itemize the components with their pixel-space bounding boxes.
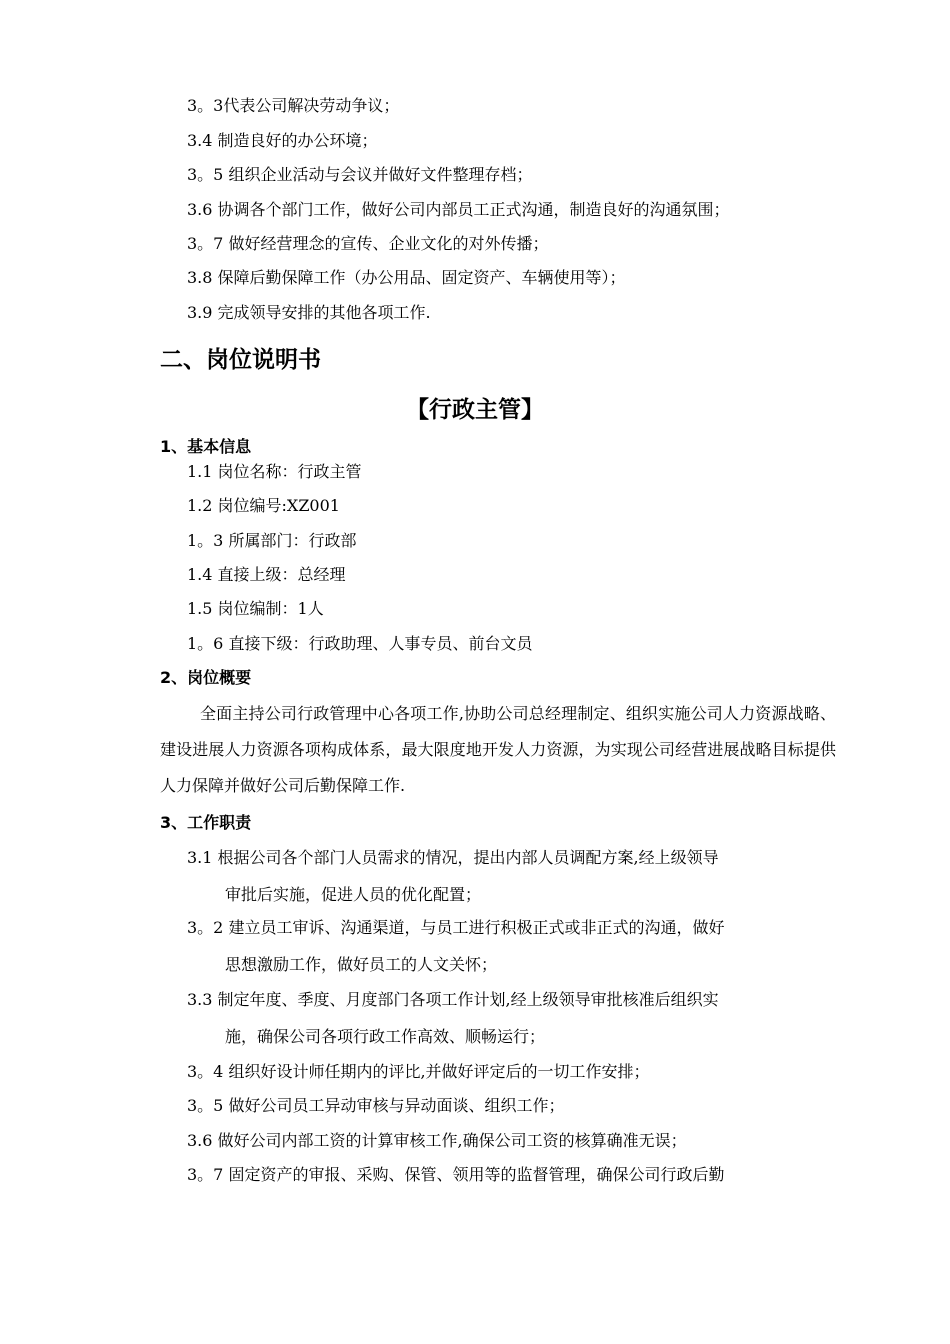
responsibility-item: 3。5 做好公司员工异动审核与异动面谈、组织工作； xyxy=(187,1096,565,1115)
duty-item: 3。3代表公司解决劳动争议； xyxy=(187,96,400,115)
responsibility-item: 3.6 做好公司内部工资的计算审核工作,确保公司工资的核算确准无误； xyxy=(187,1131,687,1150)
responsibility-item: 3。2 建立员工审诉、沟通渠道，与员工进行积极正式或非正式的沟通，做好 xyxy=(187,918,725,937)
duty-item: 3.8 保障后勤保障工作（办公用品、固定资产、车辆使用等）； xyxy=(187,268,626,287)
responsibility-item: 3.1 根据公司各个部门人员需求的情况，提出内部人员调配方案,经上级领导 xyxy=(187,848,719,867)
duty-item: 3。5 组织企业活动与会议并做好文件整理存档； xyxy=(187,165,533,184)
responsibility-item-continuation: 审批后实施，促进人员的优化配置； xyxy=(225,885,482,904)
basic-info-item: 1。3 所属部门：行政部 xyxy=(187,531,357,550)
overview-paragraph: 全面主持公司行政管理中心各项工作,协助公司总经理制定、组织实施公司人力资源战略、建设进展人力资源各项构成体系，最大限度地开发人力资源，为实现公司经营进展战略目标提供人力保障并做好公司后勤保障工作. xyxy=(160,704,836,795)
responsibility-item-continuation: 施，确保公司各项行政工作高效、顺畅运行； xyxy=(225,1027,546,1046)
duty-item: 3.4 制造良好的办公环境； xyxy=(187,131,378,150)
job-title: 【行政主管】 xyxy=(406,397,544,423)
basic-info-heading: 1、基本信息 xyxy=(160,437,252,456)
responsibilities-heading: 3、工作职责 xyxy=(160,813,252,832)
overview-heading: 2、岗位概要 xyxy=(160,668,252,687)
section-title: 二、岗位说明书 xyxy=(160,347,321,373)
responsibility-item: 3。4 组织好设计师任期内的评比,并做好评定后的一切工作安排； xyxy=(187,1062,650,1081)
responsibility-item: 3。7 固定资产的审报、采购、保管、领用等的监督管理，确保公司行政后勤 xyxy=(187,1165,725,1184)
basic-info-item: 1.1 岗位名称：行政主管 xyxy=(187,462,362,481)
duty-item: 3.9 完成领导安排的其他各项工作. xyxy=(187,303,431,322)
duty-item: 3.6 协调各个部门工作，做好公司内部员工正式沟通，制造良好的沟通氛围； xyxy=(187,200,730,219)
basic-info-item: 1.2 岗位编号:XZ001 xyxy=(187,496,340,515)
basic-info-item: 1.4 直接上级：总经理 xyxy=(187,565,346,584)
responsibility-item: 3.3 制定年度、季度、月度部门各项工作计划,经上级领导审批核准后组织实 xyxy=(187,990,719,1009)
duty-item: 3。7 做好经营理念的宣传、企业文化的对外传播； xyxy=(187,234,549,253)
basic-info-item: 1。6 直接下级：行政助理、人事专员、前台文员 xyxy=(187,634,533,653)
basic-info-item: 1.5 岗位编制：1人 xyxy=(187,599,324,618)
responsibility-item-continuation: 思想激励工作，做好员工的人文关怀； xyxy=(225,955,498,974)
